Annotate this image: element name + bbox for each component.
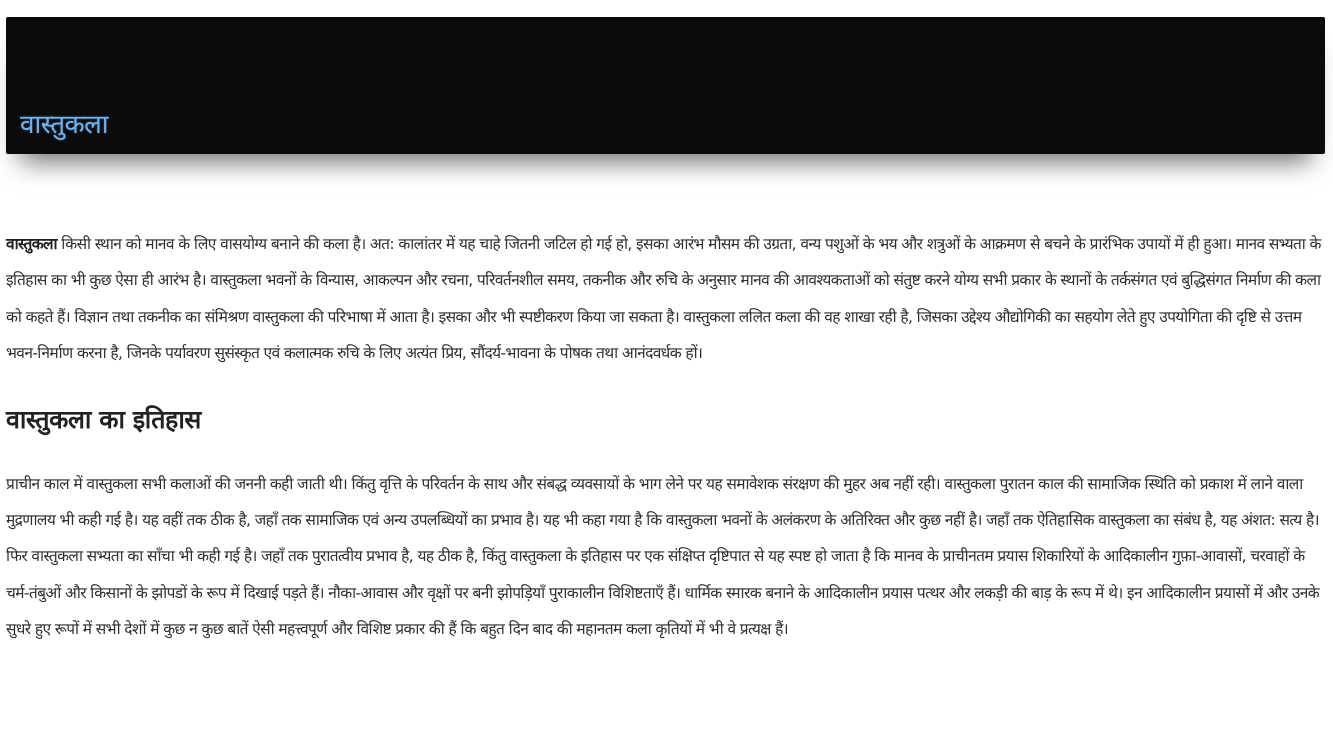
article-content bbox=[6, 226, 1326, 648]
page-header bbox=[6, 17, 1325, 154]
intro-text: किसी स्थान को मानव के लिए वासयोग्य बनाने की कला है। अत: कालांतर में यह चाहे जितनी जटिल हो गई हो, इसका आरंभ मौसम की उग्रता, वन्य पशुओं के भय और शत्रुओं के आक्रमण से बचने के प्रारंभिक उपायों में ही हुआ। मानव सभ्यता के इतिहास का भी कुछ ऐसा ही आरंभ है। वास्तुकला भवनों के विन्यास, आकल्पन और रचना, परिवर्तनशील समय, तकनीक और रुचि के अनुसार मानव की आवश्यकताओं को संतुष्ट करने योग्य सभी प्रकार के स्थानों के तर्कसंगत एवं बुद्धिसंगत निर्माण की कला को कहते हैं। विज्ञान तथा तकनीक का संमिश्रण वास्तुकला की परिभाषा में आता है। इसका और भी स्पष्टीकरण किया जा सकता है। वास्तुकला ललित कला की वह शाखा रही है, जिसका उद्देश्य औद्योगिकी का सहयोग लेते हुए उपयोगिता की दृष्टि से उत्तम भवन-निर्माण करना है, जिनके पर्यावरण सुसंस्कृत एवं कलात्मक रुचि के लिए अत्यंत प्रिय, सौंदर्य-भावना के पोषक तथा आनंदवर्धक हों। bbox=[6, 235, 1321, 363]
history-paragraph: प्राचीन काल में वास्तुकला सभी कलाओं की जननी कही जाती थी। किंतु वृत्ति के परिवर्तन के साथ और संबद्ध व्यवसायों के भाग लेने पर यह समावेशक संरक्षण की मुहर अब नहीं रही। वास्तुकला पुरातन काल की सामाजिक स्थिति को प्रकाश में लाने वाला मुद्रणालय भी कही गई है। यह वहीं तक ठीक है, जहाँ तक सामाजिक एवं अन्य उपलब्धियों का प्रभाव है। यह भी कहा गया है कि वास्तुकला भवनों के अलंकरण के अतिरिक्त और कुछ नहीं है। जहाँ तक ऐतिहासिक वास्तुकला का संबंध है, यह अंशत: सत्य है। फिर वास्तुकला सभ्यता का साँचा भी कही गई है। जहाँ तक पुरातत्वीय प्रभाव है, यह ठीक है, किंतु वास्तुकला के इतिहास पर एक संक्षिप्त दृष्टिपात से यह स्पष्ट हो जाता है कि मानव के प्राचीनतम प्रयास शिकारियों के आदिकालीन गुफ़ा-आवासों, चरवाहों के चर्म-तंबुओं और किसानों के झोपडों के रूप में दिखाई पड़ते हैं। नौका-आवास और वृक्षों पर बनी झोपड़ियाँ पुराकालीन विशिष्टताएँ हैं। धार्मिक स्मारक बनाने के आदिकालीन प्रयास पत्थर और लकड़ी की बाड़ के रूप में थे। इन आदिकालीन प्रयासों में और उनके सुधरे हुए रूपों में सभी देशों में कुछ न कुछ बातें ऐसी महत्त्वपूर्ण और विशिष्ट प्रकार की हैं कि बहुत दिन बाद की महानतम कला कृतियों में भी वे प्रत्यक्ष हैं। bbox=[6, 474, 1320, 639]
intro-paragraph bbox=[6, 226, 1326, 372]
intro-bold-term: वास्तुकला bbox=[6, 235, 57, 253]
history-heading: वास्तुकला का इतिहास bbox=[6, 404, 201, 434]
page-title: वास्तुकला bbox=[20, 110, 108, 140]
